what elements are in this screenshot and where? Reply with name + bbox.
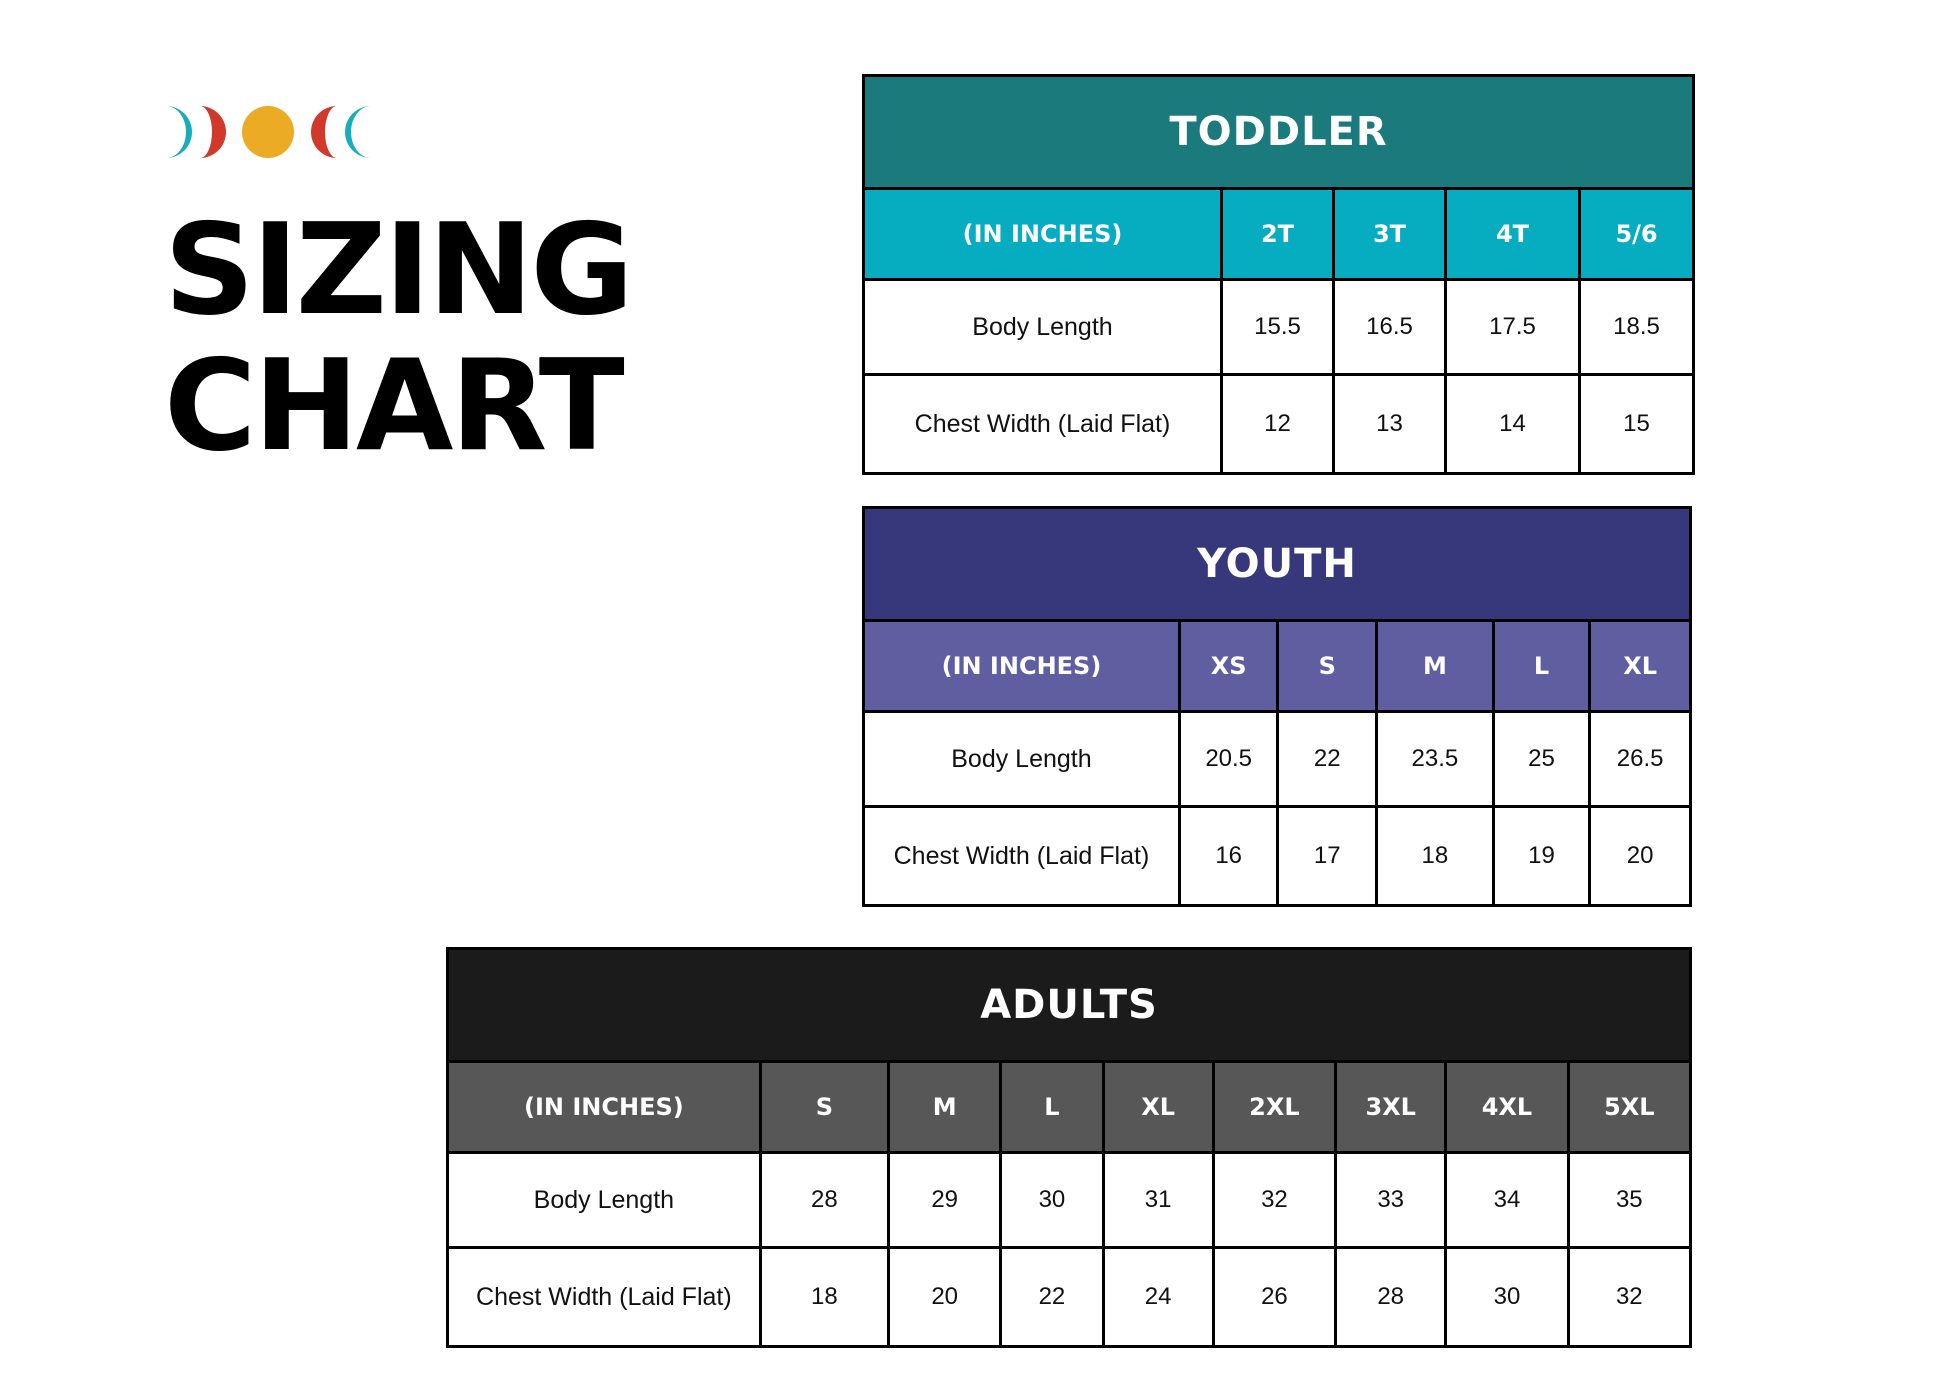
title-line-1: SIZING xyxy=(164,196,631,343)
measurement-cell: 24 xyxy=(1103,1248,1213,1347)
youth-size-header: XL xyxy=(1590,621,1691,712)
table-row xyxy=(864,807,1691,906)
youth-unit-label: (IN INCHES) xyxy=(864,621,1180,712)
youth-size-table xyxy=(862,506,1692,907)
measurement-cell: 18 xyxy=(1377,807,1494,906)
measurement-cell: 33 xyxy=(1336,1153,1446,1248)
measurement-cell: 13 xyxy=(1334,375,1446,474)
half-moon-right-icon xyxy=(311,106,337,158)
table-row xyxy=(448,1248,1691,1347)
table-row xyxy=(864,712,1691,807)
half-moon-left-icon xyxy=(200,106,226,158)
adults-size-header: 5XL xyxy=(1568,1062,1690,1153)
measurement-cell: 16 xyxy=(1179,807,1278,906)
measurement-cell: 19 xyxy=(1493,807,1590,906)
measurement-cell: 28 xyxy=(1336,1248,1446,1347)
adults-table-title: ADULTS xyxy=(448,949,1691,1062)
measurement-cell: 30 xyxy=(1446,1248,1568,1347)
measurement-cell: 22 xyxy=(1278,712,1377,807)
measurement-cell: 14 xyxy=(1446,375,1580,474)
measurement-cell: 12 xyxy=(1222,375,1334,474)
toddler-size-header: 5/6 xyxy=(1580,189,1694,280)
adults-size-header: L xyxy=(1001,1062,1103,1153)
row-label: Body Length xyxy=(864,712,1180,807)
measurement-cell: 32 xyxy=(1568,1248,1690,1347)
measurement-cell: 15 xyxy=(1580,375,1694,474)
row-label: Chest Width (Laid Flat) xyxy=(448,1248,761,1347)
youth-size-header: L xyxy=(1493,621,1590,712)
measurement-cell: 20 xyxy=(1590,807,1691,906)
toddler-size-header: 4T xyxy=(1446,189,1580,280)
measurement-cell: 35 xyxy=(1568,1153,1690,1248)
adults-size-header: 3XL xyxy=(1336,1062,1446,1153)
measurement-cell: 29 xyxy=(889,1153,1001,1248)
youth-size-header: M xyxy=(1377,621,1494,712)
full-moon-icon xyxy=(242,106,294,158)
measurement-cell: 23.5 xyxy=(1377,712,1494,807)
row-label: Body Length xyxy=(864,280,1222,375)
title-line-2: CHART xyxy=(164,332,622,479)
table-row xyxy=(864,280,1694,375)
adults-size-header: M xyxy=(889,1062,1001,1153)
table-row xyxy=(448,1153,1691,1248)
adults-size-header: 4XL xyxy=(1446,1062,1568,1153)
toddler-unit-label: (IN INCHES) xyxy=(864,189,1222,280)
measurement-cell: 22 xyxy=(1001,1248,1103,1347)
toddler-size-header: 3T xyxy=(1334,189,1446,280)
adults-size-header: S xyxy=(760,1062,888,1153)
adults-size-table xyxy=(446,947,1692,1348)
measurement-cell: 15.5 xyxy=(1222,280,1334,375)
measurement-cell: 28 xyxy=(760,1153,888,1248)
adults-size-header: XL xyxy=(1103,1062,1213,1153)
toddler-table-title: TODDLER xyxy=(864,76,1694,189)
measurement-cell: 18 xyxy=(760,1248,888,1347)
youth-size-header: XS xyxy=(1179,621,1278,712)
toddler-size-table xyxy=(862,74,1695,475)
adults-size-header: 2XL xyxy=(1213,1062,1335,1153)
youth-size-header: S xyxy=(1278,621,1377,712)
toddler-size-header: 2T xyxy=(1222,189,1334,280)
youth-table-title: YOUTH xyxy=(864,508,1691,621)
measurement-cell: 16.5 xyxy=(1334,280,1446,375)
moon-phases-icon xyxy=(166,104,371,160)
measurement-cell: 17 xyxy=(1278,807,1377,906)
table-row xyxy=(864,375,1694,474)
page-title xyxy=(164,196,631,479)
measurement-cell: 17.5 xyxy=(1446,280,1580,375)
adults-unit-label: (IN INCHES) xyxy=(448,1062,761,1153)
row-label: Body Length xyxy=(448,1153,761,1248)
measurement-cell: 25 xyxy=(1493,712,1590,807)
measurement-cell: 30 xyxy=(1001,1153,1103,1248)
row-label: Chest Width (Laid Flat) xyxy=(864,807,1180,906)
row-label: Chest Width (Laid Flat) xyxy=(864,375,1222,474)
measurement-cell: 31 xyxy=(1103,1153,1213,1248)
waning-crescent-left-icon xyxy=(166,106,192,158)
measurement-cell: 32 xyxy=(1213,1153,1335,1248)
measurement-cell: 18.5 xyxy=(1580,280,1694,375)
measurement-cell: 26 xyxy=(1213,1248,1335,1347)
waxing-crescent-right-icon xyxy=(345,106,371,158)
measurement-cell: 34 xyxy=(1446,1153,1568,1248)
measurement-cell: 26.5 xyxy=(1590,712,1691,807)
measurement-cell: 20 xyxy=(889,1248,1001,1347)
measurement-cell: 20.5 xyxy=(1179,712,1278,807)
